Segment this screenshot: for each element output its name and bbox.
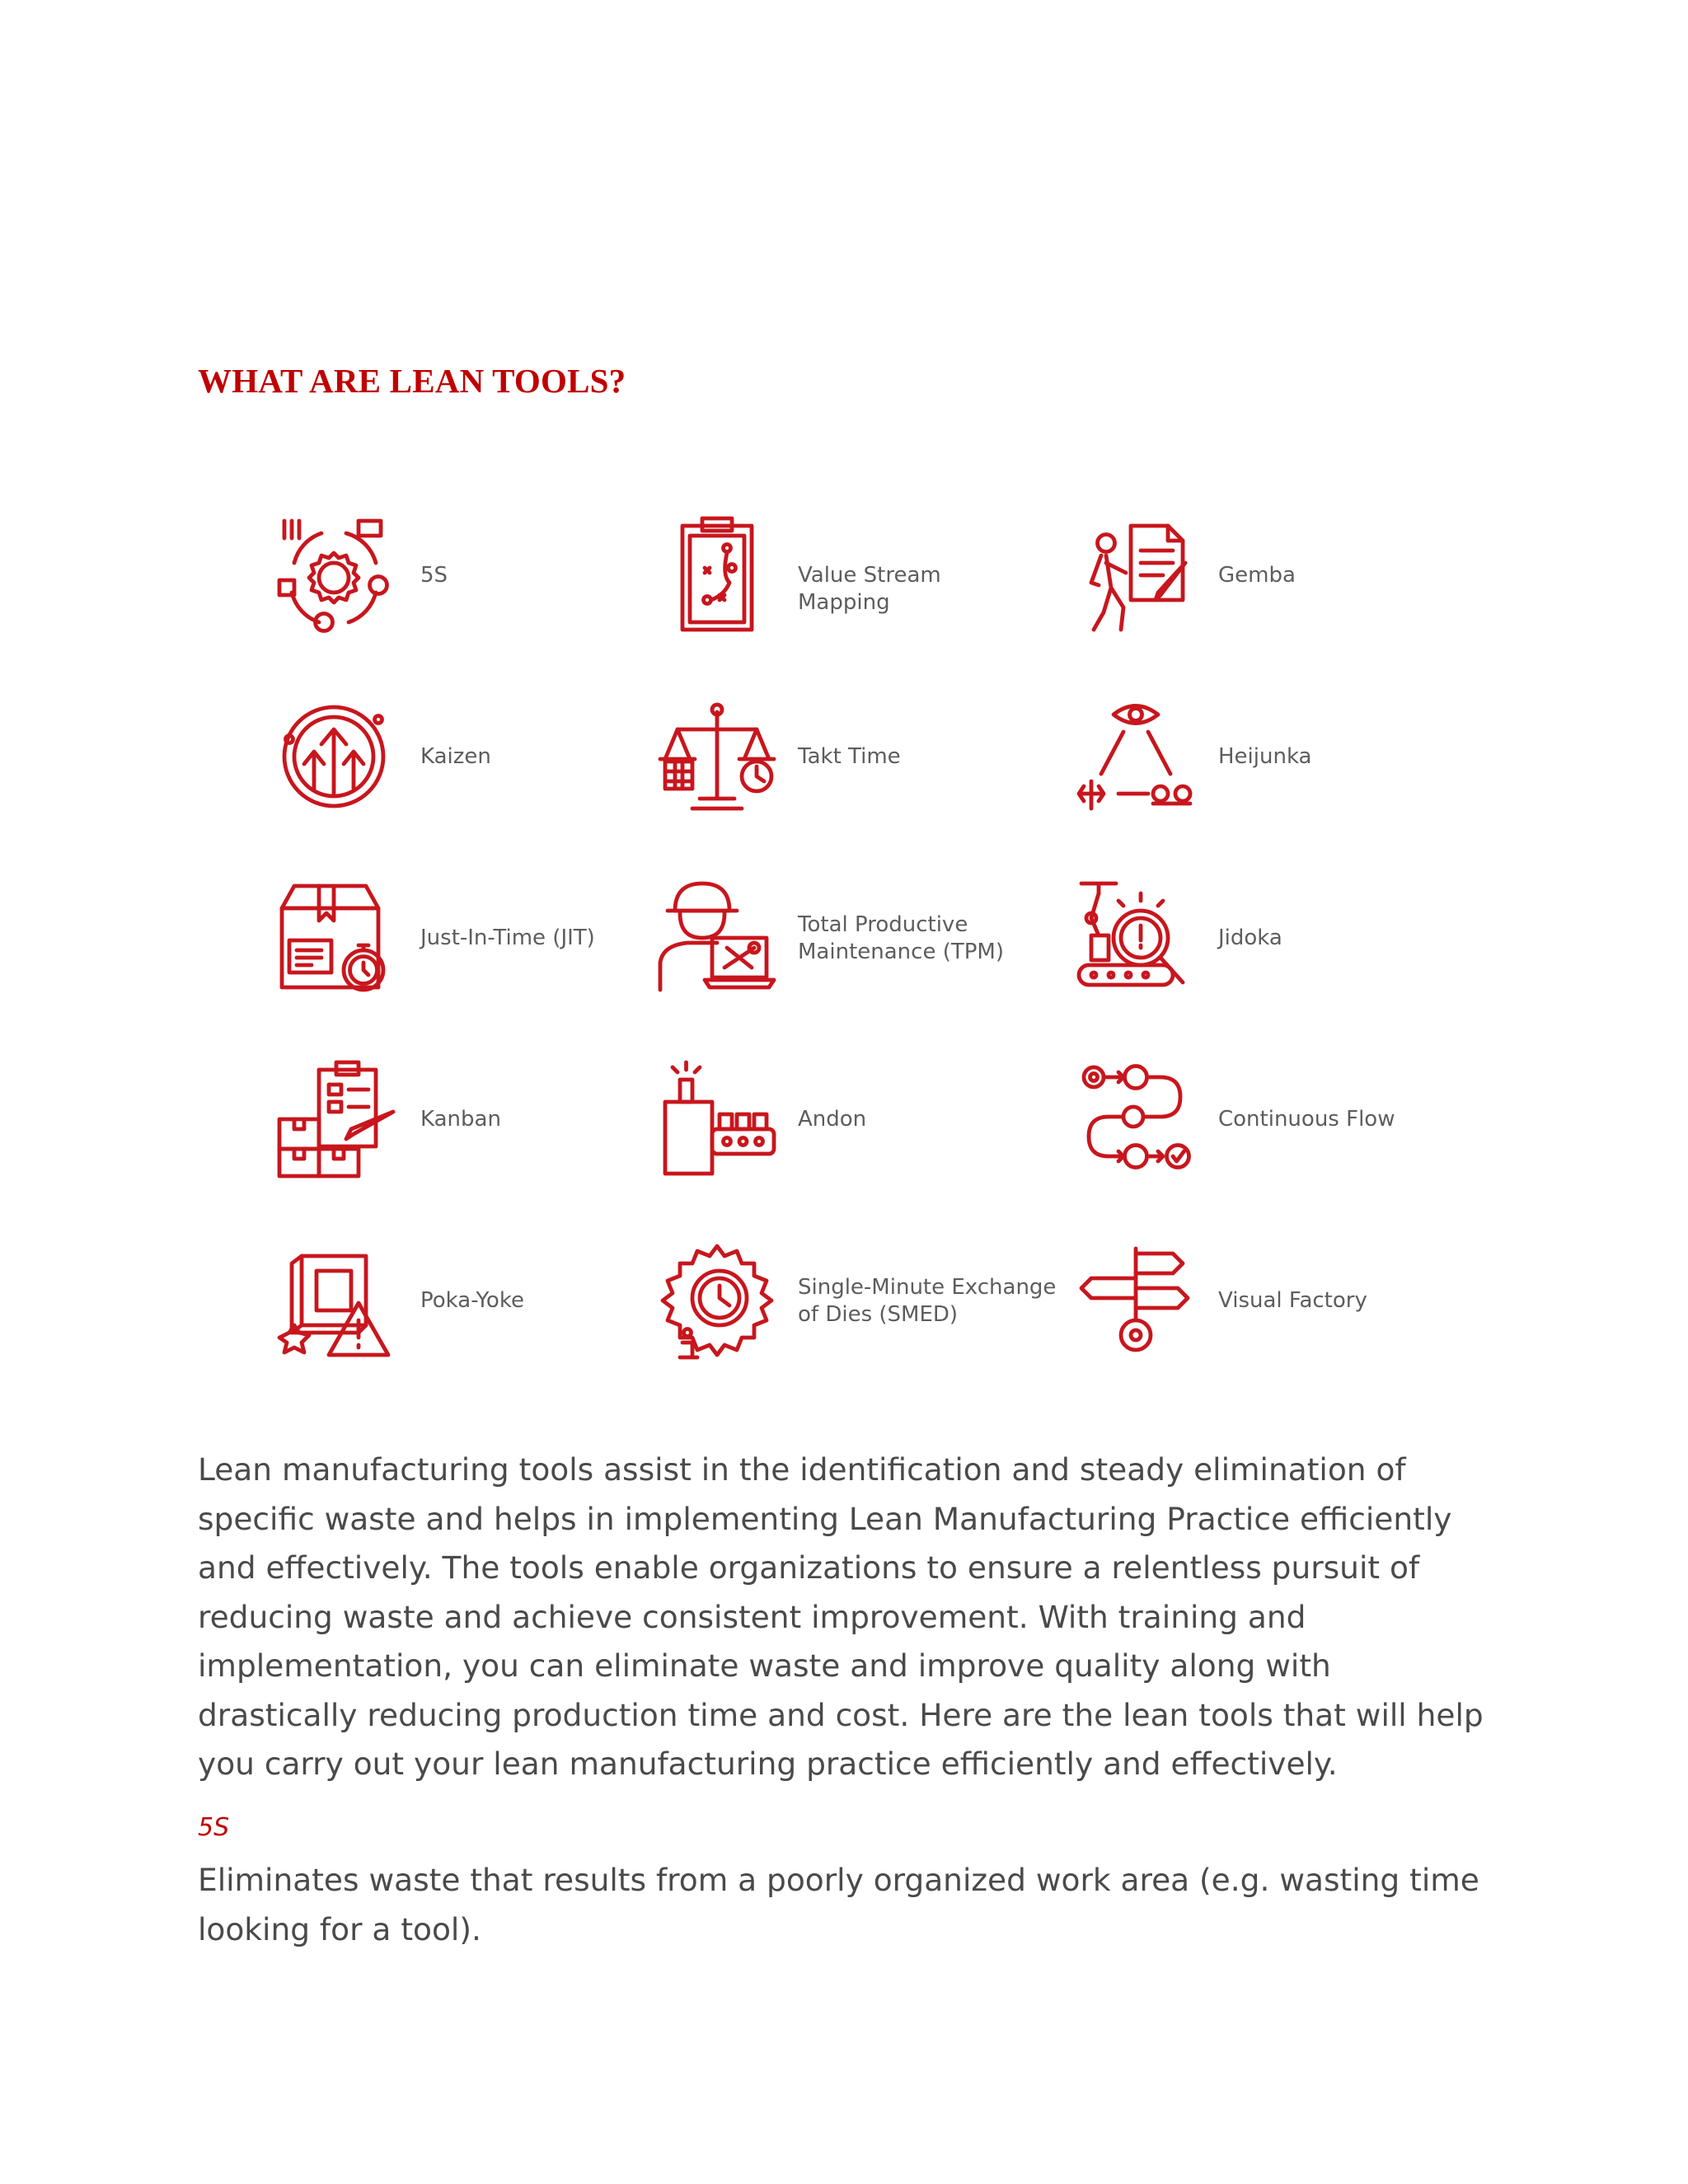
tool-label-continuous-flow: Continuous Flow [1218,1107,1395,1132]
tool-label-tpm: Total Productive Maintenance (TPM) [798,912,1004,964]
frame-warning-icon [268,1235,400,1366]
tool-label-jidoka: Jidoka [1218,926,1282,950]
light-machine-conveyor-icon [651,1053,783,1185]
robot-arm-conveyor-icon [1070,872,1202,1004]
scale-clock-icon [651,691,783,823]
tool-label-poka-yoke: Poka-Yoke [420,1288,524,1313]
flow-path-icon [1070,1053,1202,1185]
tool-label-kaizen: Kaizen [420,744,491,769]
tool-label-gemba: Gemba [1218,563,1296,588]
intro-paragraph: Lean manufacturing tools assist in the identification and steady elimination of specific waste and helps in implementing Lean Manufacturing Practice efficiently and effectively. The tools enable organizations to ensure a relentless pursuit of reducing waste and achieve consistent improvement. With training and implementation, you can eliminate waste and improve quality along with drastically reducing production time and cost. Here are the lean tools that will help you carry out your lean manufacturing practice efficiently and effectively. [198,1451,1484,1782]
worker-laptop-tools-icon [651,872,783,1004]
tool-label-visual-factory: Visual Factory [1218,1288,1367,1313]
eye-triangle-balance-icon [1070,691,1202,823]
tool-label-5s: 5S [420,563,448,588]
tool-label-kanban: Kanban [420,1107,501,1132]
circular-arrows-up-icon [268,691,400,823]
tool-label-heijunka: Heijunka [1218,744,1312,769]
tool-label-takt-time: Takt Time [798,744,901,769]
boxes-clipboard-icon [268,1053,400,1185]
tool-label-value-stream-mapping: Value Stream Mapping [798,563,941,615]
tool-label-smed: Single-Minute Exchange of Dies (SMED) [798,1275,1057,1327]
gear-stopwatch-icon [651,1235,783,1366]
tool-label-andon: Andon [798,1107,867,1132]
walking-person-document-icon [1070,509,1202,641]
gear-network-icon [268,509,400,641]
clipboard-map-icon [651,509,783,641]
page-title: WHAT ARE LEAN TOOLS? [198,362,626,400]
box-stopwatch-icon [268,872,400,1004]
section-heading-5s: 5S [198,1813,230,1842]
signpost-icon [1070,1235,1202,1366]
section-text-5s: Eliminates waste that results from a poorly organized work area (e.g. wasting time looking for a tool). [198,1862,1479,1947]
tool-label-just-in-time: Just-In-Time (JIT) [420,926,595,950]
